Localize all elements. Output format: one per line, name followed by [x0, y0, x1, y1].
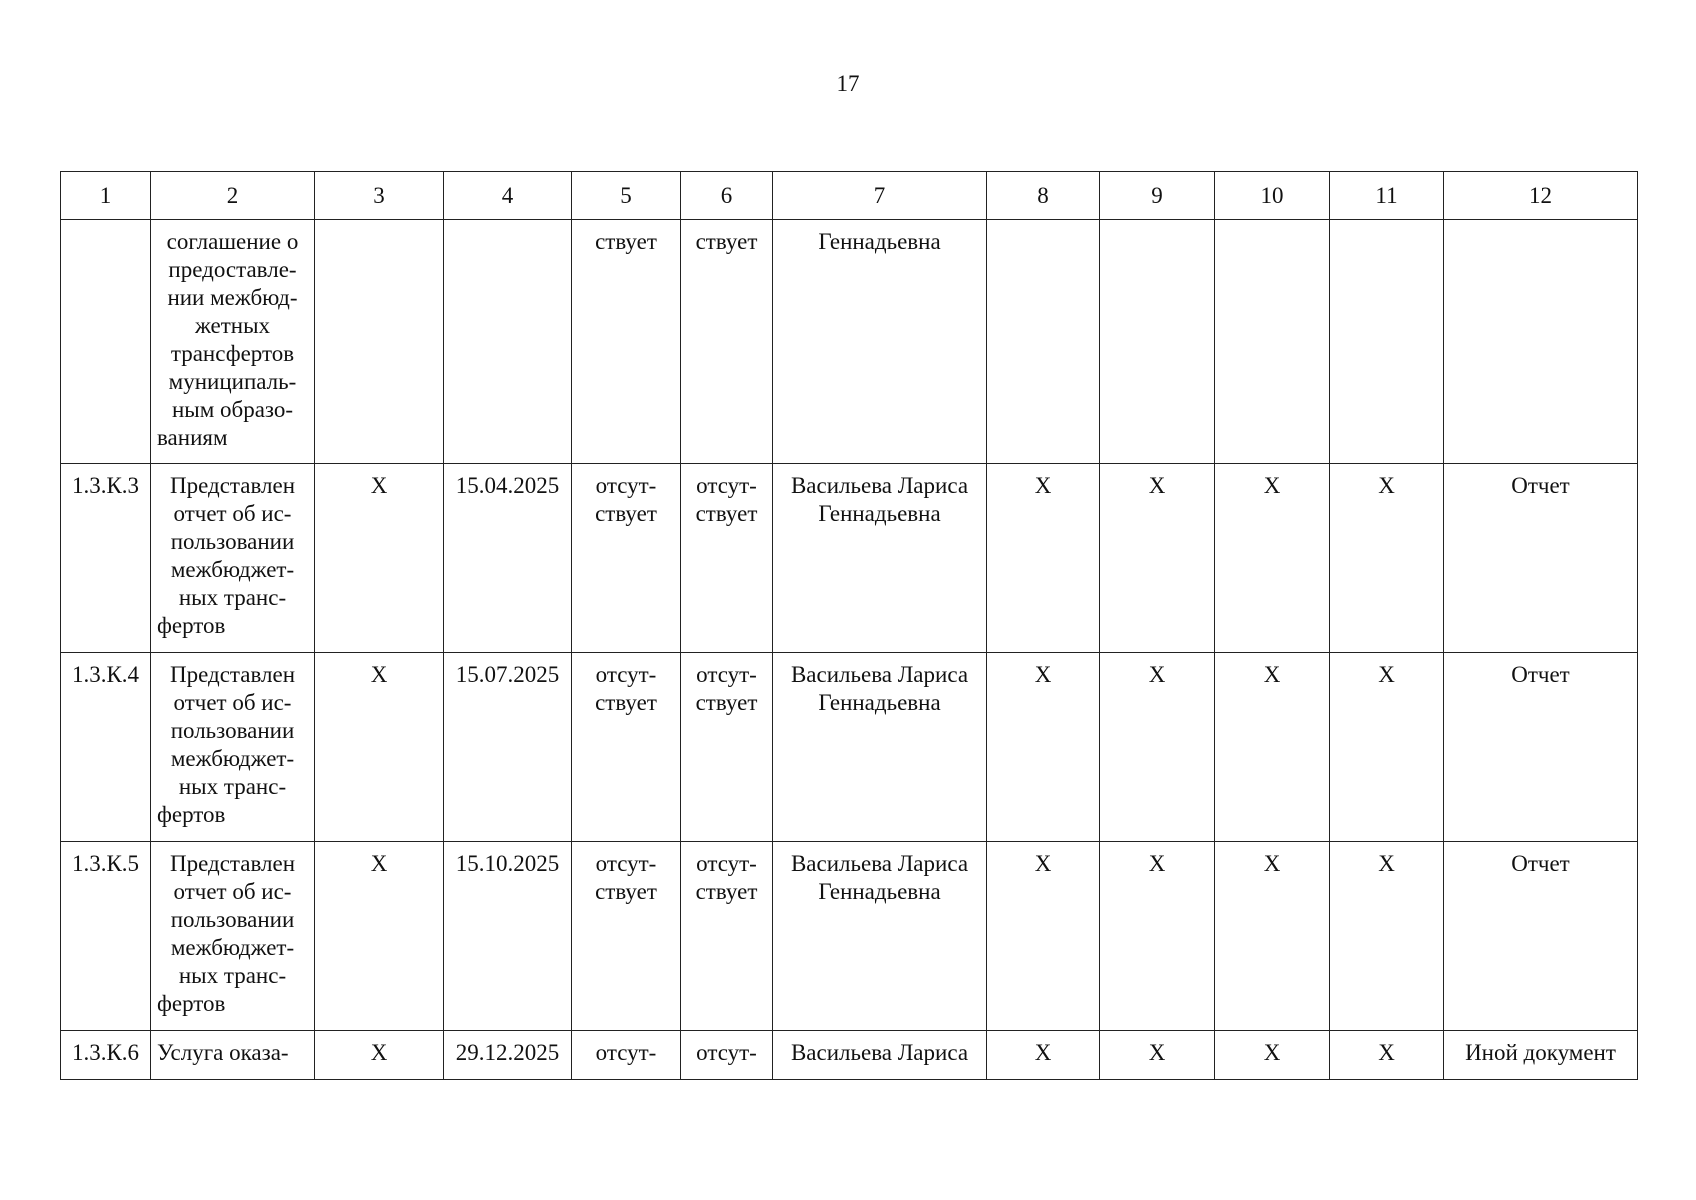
cell-col3: Х: [315, 842, 444, 1031]
table-row: [61, 464, 1638, 653]
cell-document: Отчет: [1444, 464, 1638, 653]
header-cell-1: 1: [61, 172, 151, 220]
header-cell-11: 11: [1330, 172, 1444, 220]
cell-col9: Х: [1100, 464, 1215, 653]
cell-col5: отсут- ствует: [572, 464, 681, 653]
page-number: 17: [836, 71, 860, 96]
cell-responsible: Васильева Лариса Геннадьевна: [773, 842, 987, 1031]
cell-col11: Х: [1330, 842, 1444, 1031]
cell-col8: Х: [987, 464, 1100, 653]
cell-date: [444, 220, 572, 464]
cell-document: Отчет: [1444, 842, 1638, 1031]
cell-event-name: Представлен отчет об ис-пользовании межбюджет-ных транс-фертов: [151, 653, 315, 842]
cell-date: 15.07.2025: [444, 653, 572, 842]
cell-date: 29.12.2025: [444, 1031, 572, 1080]
header-cell-10: 10: [1215, 172, 1330, 220]
header-cell-6: 6: [681, 172, 773, 220]
cell-col9: [1100, 220, 1215, 464]
cell-col3: Х: [315, 653, 444, 842]
header-cell-7: 7: [773, 172, 987, 220]
cell-col11: Х: [1330, 464, 1444, 653]
cell-col8: [987, 220, 1100, 464]
cell-col9: Х: [1100, 1031, 1215, 1080]
cell-col9: Х: [1100, 653, 1215, 842]
cell-date: 15.10.2025: [444, 842, 572, 1031]
cell-col10: Х: [1215, 464, 1330, 653]
cell-document: Отчет: [1444, 653, 1638, 842]
table-row: [61, 1031, 1638, 1080]
cell-col10: Х: [1215, 1031, 1330, 1080]
cell-col6: отсут-: [681, 1031, 773, 1080]
cell-col5: отсут-: [572, 1031, 681, 1080]
cell-col5: отсут- ствует: [572, 842, 681, 1031]
table-row: [61, 842, 1638, 1031]
cell-number: 1.3.К.3: [61, 464, 151, 653]
cell-responsible: Геннадьевна: [773, 220, 987, 464]
cell-event-name: соглашение о предоставле-нии межбюд-жетных трансфертов муниципаль-ным образо-ваниям: [151, 220, 315, 464]
cell-responsible: Васильева Лариса Геннадьевна: [773, 464, 987, 653]
cell-col6: отсут- ствует: [681, 464, 773, 653]
cell-col3: Х: [315, 1031, 444, 1080]
cell-col10: Х: [1215, 653, 1330, 842]
cell-col11: Х: [1330, 1031, 1444, 1080]
table-row: [61, 653, 1638, 842]
cell-number: 1.3.К.6: [61, 1031, 151, 1080]
cell-event-name: Представлен отчет об ис-пользовании межбюджет-ных транс-фертов: [151, 464, 315, 653]
cell-col3: [315, 220, 444, 464]
cell-col6: отсут- ствует: [681, 842, 773, 1031]
header-row: [61, 172, 1638, 220]
cell-col10: Х: [1215, 842, 1330, 1031]
cell-event-name: Представлен отчет об ис-пользовании межбюджет-ных транс-фертов: [151, 842, 315, 1031]
header-cell-4: 4: [444, 172, 572, 220]
cell-col10: [1215, 220, 1330, 464]
control-points-table: [60, 171, 1638, 1080]
cell-document: [1444, 220, 1638, 464]
cell-col9: Х: [1100, 842, 1215, 1031]
header-cell-9: 9: [1100, 172, 1215, 220]
cell-number: 1.3.К.5: [61, 842, 151, 1031]
cell-col8: Х: [987, 653, 1100, 842]
cell-number: 1.3.К.4: [61, 653, 151, 842]
cell-col8: Х: [987, 842, 1100, 1031]
cell-col5: отсут- ствует: [572, 653, 681, 842]
cell-col11: [1330, 220, 1444, 464]
cell-col3: Х: [315, 464, 444, 653]
header-cell-8: 8: [987, 172, 1100, 220]
cell-col11: Х: [1330, 653, 1444, 842]
cell-responsible: Васильева Лариса Геннадьевна: [773, 653, 987, 842]
cell-col5: ствует: [572, 220, 681, 464]
cell-date: 15.04.2025: [444, 464, 572, 653]
cell-col8: Х: [987, 1031, 1100, 1080]
header-cell-5: 5: [572, 172, 681, 220]
cell-responsible: Васильева Лариса: [773, 1031, 987, 1080]
cell-number: [61, 220, 151, 464]
table-row: [61, 220, 1638, 464]
cell-col6: ствует: [681, 220, 773, 464]
header-cell-3: 3: [315, 172, 444, 220]
cell-event-name: Услуга оказа-: [151, 1031, 315, 1080]
cell-col6: отсут- ствует: [681, 653, 773, 842]
header-cell-12: 12: [1444, 172, 1638, 220]
cell-document: Иной документ: [1444, 1031, 1638, 1080]
header-cell-2: 2: [151, 172, 315, 220]
